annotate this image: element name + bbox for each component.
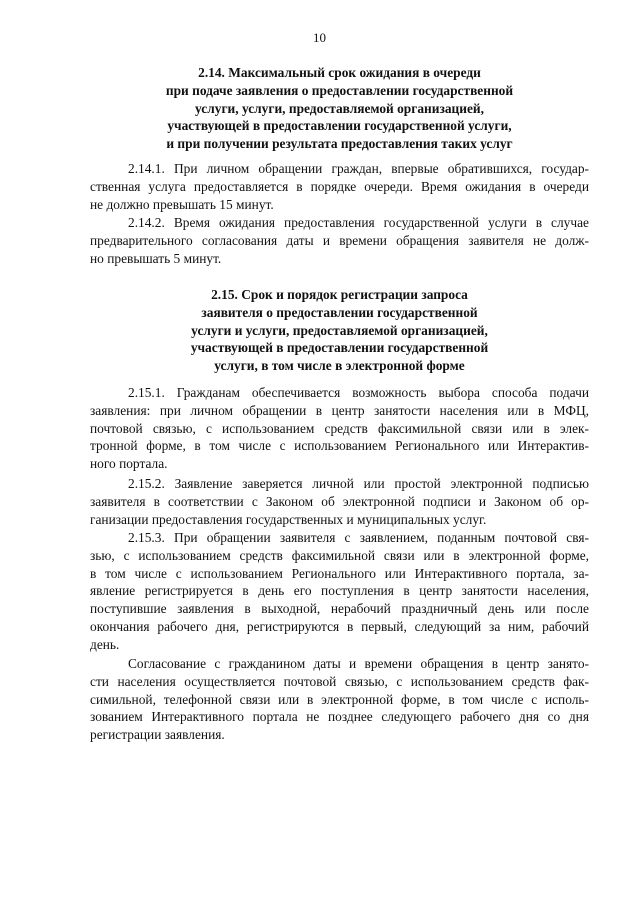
heading-line: услуги и услуги, предоставляемой организацией, bbox=[191, 322, 488, 338]
heading-line: участвующей в предоставлении государственной услуги, bbox=[167, 118, 512, 134]
paragraph-2-15-3 bbox=[90, 529, 589, 654]
paragraph-2-14-2 bbox=[90, 214, 589, 267]
text-line: регистрации заявления. bbox=[90, 727, 225, 743]
section-2-15-heading bbox=[90, 286, 589, 375]
text-line: 2.14.2. Время ожидания предоставления государственной услуги в случае bbox=[128, 215, 589, 230]
text-line: зью, с использованием средств факсимильной связи или в электронной форме, bbox=[90, 547, 589, 563]
text-line: симильной, телефонной связи или в электронной форме, в том числе с исполь- bbox=[90, 691, 589, 707]
text-line: Согласование с гражданином даты и времени обращения в центр занято- bbox=[128, 656, 589, 671]
text-line: 2.14.1. При личном обращении граждан, впервые обратившихся, государ- bbox=[128, 161, 589, 176]
heading-line: 2.14. Максимальный срок ожидания в очереди bbox=[198, 65, 481, 80]
text-line: 2.15.1. Гражданам обеспечивается возможность выбора способа подачи bbox=[128, 385, 589, 400]
text-line: ственная услуга предоставляется в порядке очереди. Время ожидания в очереди bbox=[90, 178, 589, 194]
text-line: почтовой связью, с использованием средств факсимильной связи или в элек- bbox=[90, 420, 589, 436]
text-line: тронной форме, в том числе с использованием Регионального или Интерактив- bbox=[90, 438, 589, 454]
text-line: 2.15.2. Заявление заверяется личной или простой электронной подписью bbox=[128, 476, 589, 491]
text-line: явление регистрируется в день его поступления в центр занятости населения, bbox=[90, 583, 589, 599]
text-line: не должно превышать 15 минут. bbox=[90, 196, 274, 212]
text-line: заявления: при личном обращении в центр занятости населения или в МФЦ, bbox=[90, 402, 589, 418]
text-line: сти населения осуществляется почтовой связью, с использованием средств фак- bbox=[90, 673, 589, 689]
text-line: поступившие заявления в выходной, нерабочий праздничный день или после bbox=[90, 601, 589, 617]
heading-line: заявителя о предоставлении государственной bbox=[201, 304, 478, 320]
text-line: окончания рабочего дня, регистрируются в первый, следующий за ним, рабочий bbox=[90, 618, 589, 634]
text-line: заявителя в соответствии с Законом об электронной подписи и Законом об ор- bbox=[90, 493, 589, 509]
paragraph-2-15-1 bbox=[90, 384, 589, 473]
text-line: предварительного согласования даты и времени обращения заявителя не долж- bbox=[90, 232, 589, 248]
heading-line: услуги, услуги, предоставляемой организацией, bbox=[195, 100, 484, 116]
paragraph-2-14-1 bbox=[90, 160, 589, 213]
text-line: но превышать 5 минут. bbox=[90, 250, 222, 266]
paragraph-2-15-2 bbox=[90, 475, 589, 528]
heading-line: и при получении результата предоставления таких услуг bbox=[166, 136, 513, 152]
heading-line: услуги, в том числе в электронной форме bbox=[214, 358, 465, 374]
section-2-14-heading bbox=[90, 64, 589, 153]
heading-line: 2.15. Срок и порядок регистрации запроса bbox=[211, 287, 468, 302]
heading-line: при подаче заявления о предоставлении государственной bbox=[165, 82, 514, 98]
text-line: день. bbox=[90, 636, 120, 652]
paragraph-agreement bbox=[90, 655, 589, 744]
text-line: в том числе с использованием Регионального или Интерактивного портала, за- bbox=[90, 565, 589, 581]
page-number: 10 bbox=[313, 30, 326, 45]
text-line: 2.15.3. При обращении заявителя с заявлением, поданным почтовой свя- bbox=[128, 530, 589, 545]
text-line: ганизации предоставления государственных и муниципальных услуг. bbox=[90, 511, 487, 527]
text-line: ного портала. bbox=[90, 456, 168, 472]
heading-line: участвующей в предоставлении государственной bbox=[190, 340, 489, 356]
text-line: зованием Интерактивного портала не позднее следующего рабочего дня со дня bbox=[90, 709, 589, 725]
